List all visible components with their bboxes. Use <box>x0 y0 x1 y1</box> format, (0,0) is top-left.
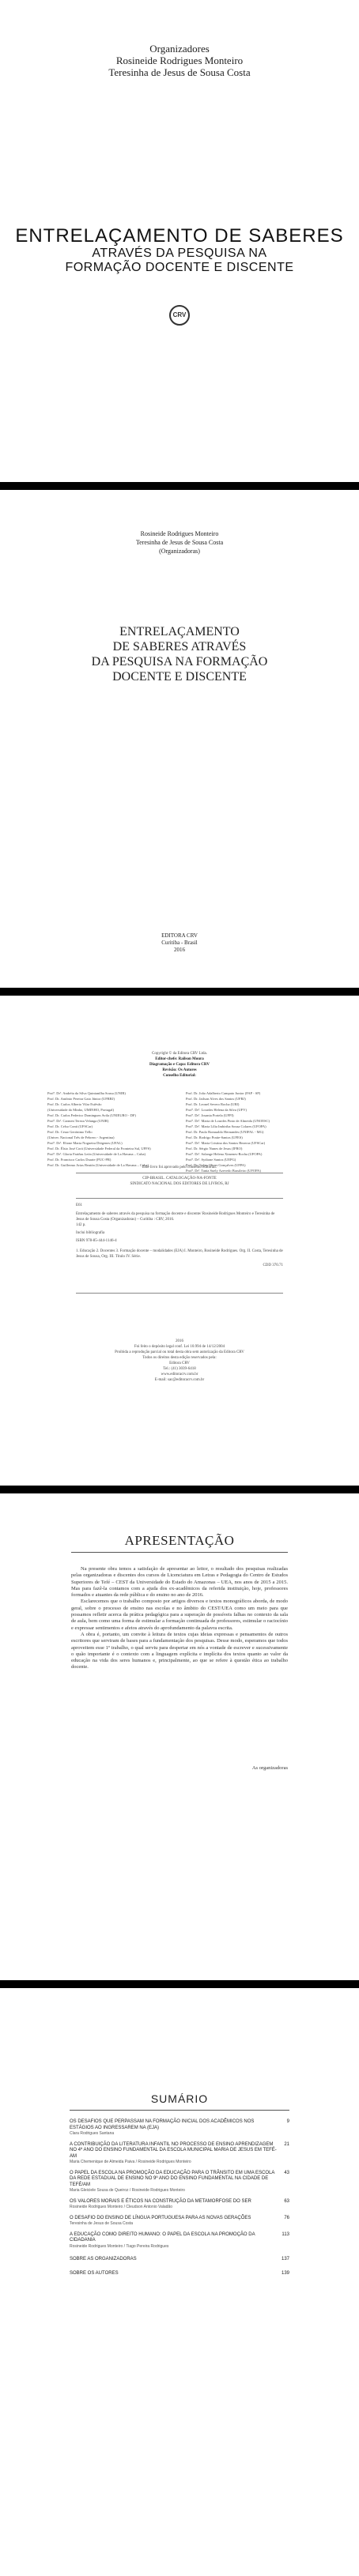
board-member: Prof. Dr. Francisco Carlos Duarte (PUC-PR) <box>47 1158 111 1162</box>
board-member: Profª. Drª. Sydione Santos (UEPG) <box>186 1158 236 1162</box>
toc-list <box>70 2119 289 2282</box>
copyright-footer <box>0 1339 359 1383</box>
title-page <box>0 490 359 988</box>
publisher-name: EDITORA CRV <box>161 932 198 939</box>
cover-title-line-3: FORMAÇÃO DOCENTE E DISCENTE <box>65 261 294 274</box>
title-page-title <box>0 624 359 684</box>
editorial-board <box>47 1090 316 1173</box>
board-member: Prof. Dr. Jailson Alves dos Santos (UFRJ) <box>186 1097 246 1101</box>
board-member: Profª. Drª. Tania Suely Azevedo Brasileiro (UFOPA) <box>186 1169 261 1173</box>
board-member: Prof. Dr. João Adalberto Campato Junior (FAP - SP) <box>186 1091 261 1095</box>
cip-line-2: SINDICATO NACIONAL DOS EDITORES DE LIVROS, RJ <box>130 1182 229 1186</box>
board-member: Profª. Drª. Gloria Fariñas León (Universidade de La Havana – Cuba) <box>47 1152 145 1156</box>
toc-item-title: OS VALORES MORAIS E ÉTICOS NA CONSTRUÇÃO DA METAMORFOSE DO SER <box>70 2198 251 2204</box>
toc-page <box>0 1988 359 2576</box>
toc-item-author: Rosineide Rodrigues Monteiro / Tiago Pereira Rodrigues <box>70 2243 169 2249</box>
title-authors <box>0 529 359 555</box>
review-credit: Revisão: Os Autores <box>162 1068 197 1072</box>
toc-item[interactable] <box>70 2171 289 2194</box>
board-member: Prof. Dr. Élsio José Corá (Universidade Federal da Fronteira Sul, UFFS) <box>47 1147 151 1151</box>
toc-item-author: Rosineide Rodrigues Monteiro / Cleudson Antonio Valadão <box>70 2205 172 2209</box>
organizer-2: Teresinha de Jesus de Sousa Costa <box>108 66 251 78</box>
cip-code: E61 <box>76 1203 83 1207</box>
layout-credit: Diagramação e Capa: Editora CRV <box>149 1063 210 1067</box>
cover-title <box>0 226 359 275</box>
board-member: Profª. Drª. Maria Cristina dos Santos Bezerra (UFSCar) <box>186 1141 266 1145</box>
toc-item-title: OS DESAFIOS QUE PERPASSAM NA FORMAÇÃO INICIAL DOS ACADÊMICOS NOS ESTÁGIOS AO INGRESSAREM NA (EJA) <box>70 2119 255 2130</box>
toc-item-author: Teresinha de Jesus de Sousa Costa <box>70 2221 134 2226</box>
board-member: Prof. Dr. Tadeu Oliver Gonçalves (UFPA) <box>186 1163 246 1167</box>
cover-title-line-2: ATRAVÉS DA PESQUISA NA <box>92 247 267 260</box>
cover-page <box>0 0 359 482</box>
toc-page-number: 63 <box>284 2198 289 2204</box>
board-member: Profª. Drª. Maria de Lourdes Pinto de Almeida (UNOESC) <box>186 1119 270 1123</box>
foot-line-3: Todos os direitos desta edição reservados pela: <box>142 1356 217 1360</box>
toc-item-title: O DESAFIO DO ENSINO DE LÍNGUA PORTUGUESA PARA AS NOVAS GERAÇÕES <box>70 2215 251 2220</box>
page-separator <box>0 482 359 490</box>
title-rule <box>71 1552 288 1553</box>
board-member: Prof. Dr. Cesar Gerónimo Tello <box>47 1130 93 1134</box>
publish-year: 2016 <box>174 947 185 953</box>
cip-isbn: ISBN 978-85-444-1146-4 <box>76 1239 117 1243</box>
toc-page-number: 113 <box>282 2231 289 2237</box>
toc-item[interactable] <box>70 2199 289 2210</box>
board-member: Prof. Dr. Sérgio Nunes de Jesus (IFRO) <box>186 1147 243 1151</box>
cip-subjects: 1. Educação 2. Docentes 3. Formação docente – modalidades (EJA) I. Monteiro, Rosineide Rodrigues. Org. II. Costa, Teresinha de Jesus de Sousa, Org. III. Título IV. Série. <box>76 1249 283 1259</box>
toc-item-author: Maria Gleiciele Sousa de Queiroz / Rosineide Rodrigues Monteiro <box>70 2188 185 2193</box>
board-member: Prof. Dr. Leonel Severo Rocha (URI) <box>186 1102 240 1106</box>
board-member: Prof. Dr. Antônio Pereira Gaio Júnior (UFRRJ) <box>47 1097 115 1101</box>
toc-item-author: Maria Chemenique de Almeida Paiva / Rosineide Rodrigues Monteiro <box>70 2160 191 2164</box>
author-2: Teresinha de Jesus de Sousa Costa <box>135 539 224 546</box>
title-publisher <box>0 932 359 954</box>
toc-item-author: Clara Rodrigues Santana <box>70 2131 115 2136</box>
board-member: Prof. Dr. Rodrigo Pratte-Santos (UFES) <box>186 1135 243 1139</box>
board-member: Profª. Drª. Lourdes Helena da Silva (UFV) <box>186 1108 247 1112</box>
foot-line-1: Foi feito o depósito legal conf. Lei 10.994 de 14/12/2004 <box>134 1345 225 1349</box>
toc-item[interactable] <box>70 2142 289 2165</box>
toc-item[interactable] <box>70 2257 289 2263</box>
cover-title-main: ENTRELAÇAMENTO DE SABERES <box>15 225 344 247</box>
page-separator <box>0 1486 359 1493</box>
page-separator <box>0 988 359 996</box>
publisher-city: Curitiba - Brasil <box>161 940 198 946</box>
foot-line-2: Proibida a reprodução parcial ou total desta obra sem autorização da Editora CRV <box>115 1350 244 1354</box>
board-member: Profª. Drª. Carmen Tereza Velanga (UNIR) <box>47 1119 109 1123</box>
board-member: Profª. Drª. Maria Lília Imbiriba Sousa Colares (UFOPA) <box>186 1124 266 1128</box>
foot-year: 2016 <box>176 1339 183 1343</box>
cip-line-1: CIP-BRASIL. CATALOGAÇÃO-NA-FONTE <box>142 1177 217 1181</box>
board-member: Profª. Drª. Josania Portela (UFPI) <box>186 1113 234 1117</box>
board-member: (Universidade do Minho, UMINHO, Portugal) <box>47 1108 114 1112</box>
cip-cdd: CDD 370.71 <box>263 1264 283 1267</box>
editor-chief: Editor-chefe: Railson Moura <box>155 1057 204 1061</box>
copyright-header <box>0 1051 359 1079</box>
toc-item-title: A CONTRIBUIÇÃO DA LITERATURA INFANTIL NO PROCESSO DE ENSINO APRENDIZAGEM NO 4º ANO DO ENSINO FUNDAMENTAL DA ESCOLA MUNICIPAL MARIA DE JESUS EM TEFÉ-AM <box>70 2141 277 2159</box>
page-separator <box>0 1980 359 1988</box>
divider <box>76 1293 283 1294</box>
paragraph: Na presente obra temos a satisfação de apresentar ao leitor, o resultado dos pesquisas realizadas pelas organizadoras e discentes dos cursos de Licenciatura em Letras e Pedagogia do Centro de Estudos Superiores de Tefé – CEST da Universidade do Estado do Amazonas – UEA, nos anos de 2015 a 2015. Mas para fazê-la contamos com a ajuda dos ex-acadêmicos da referida instituição, hoje, professores formados e atuantes da rede pública e do ensino no ano de 2016. <box>71 1566 288 1599</box>
cip-bib: Inclui bibliografia <box>76 1231 105 1235</box>
foot-website: www.editoracrv.com.br <box>161 1373 198 1377</box>
copyright-page <box>0 996 359 1486</box>
toc-item[interactable] <box>70 2271 289 2277</box>
cip-entry: Entrelaçamento de saberes através da pesquisa na formação docente e discente/ Rosineide Rodrigues Monteiro e Teresinha de Jesus de Sousa Costa (Organizadoras) – Curitiba : CRV, 2016. <box>76 1212 275 1222</box>
board-member: Prof. Dr. Celso Conti (UFSCar) <box>47 1124 93 1128</box>
toc-item-title: O PAPEL DA ESCOLA NA PROMOÇÃO DA EDUCAÇÃO PARA O TRÂNSITO EM UMA ESCOLA DA REDE ESTADUAL DE ENSINO NO 9º ANO DO ENSINO FUNDAMENTAL NA CIDADE DE TEFÉ/AM <box>70 2170 275 2187</box>
board-left-column <box>47 1090 178 1173</box>
presentation-title: APRESENTAÇÃO <box>124 1533 235 1548</box>
board-member: Prof. Dr. Guillermo Arias Beatón (Universidade de La Havana – Cuba) <box>47 1163 149 1167</box>
board-member: Prof. Dr. Carlos Alberto Vilar Estêvão <box>47 1102 102 1106</box>
toc-item[interactable] <box>70 2232 289 2250</box>
board-label: Conselho Editorial: <box>163 1074 196 1078</box>
board-member: Prof. Dr. Paulo Romualdo Hernandes (UNIFAL - MG) <box>186 1130 264 1134</box>
toc-page-number: 137 <box>281 2257 289 2262</box>
toc-title: SUMÁRIO <box>150 2092 209 2105</box>
toc-page-number: 76 <box>284 2215 289 2220</box>
author-role: (Organizadoras) <box>159 548 200 555</box>
organizer-1: Rosineide Rodrigues Monteiro <box>115 55 244 66</box>
author-1: Rosineide Rodrigues Monteiro <box>140 530 219 537</box>
toc-item[interactable] <box>70 2119 289 2137</box>
title-line-1: ENTRELAÇAMENTO <box>119 625 240 638</box>
title-rule <box>70 2110 289 2111</box>
title-line-4: DOCENTE E DISCENTE <box>112 670 247 684</box>
board-right-column <box>186 1090 316 1173</box>
presentation-page <box>0 1493 359 1980</box>
review-note: Este livro foi aprovado pelo conselho editorial. <box>142 1166 217 1169</box>
foot-phone: Tel.: (41) 3039-6418 <box>163 1367 196 1371</box>
cip-header <box>0 1176 359 1187</box>
presentation-signature: As organizadoras <box>251 1765 288 1771</box>
paragraph: A obra é, portanto, um convite à leitura de textos cujas ideias expressas e pensamentos de outros escritores que serviram de bases para a fundamentação dos pesquisas. Desse modo, esperamos que todos aproveitem esse 1º trabalho, o qual serviu para despertar em nós a vontade de escrever e sucessivamente o quão importante é o contexto com a linguagem explícita e implícita dos textos quanto ao valor da educação na vida dos seres humanos e, principalmente, ao que se refere à questão ética ao trabalho docente. <box>71 1631 288 1670</box>
cip-pages: 142 p. <box>76 1223 86 1227</box>
cover-organizers <box>0 43 359 78</box>
toc-page-number: 9 <box>286 2119 289 2124</box>
divider <box>76 1198 283 1199</box>
board-member: Prof. Dr. Carlos Federico Dominguez Avila (UNIEURO - DF) <box>47 1113 136 1117</box>
toc-item[interactable] <box>70 2216 289 2227</box>
foot-line-4: Editora CRV <box>169 1361 190 1365</box>
toc-page-number: 43 <box>284 2170 289 2175</box>
board-member: Profª. Drª. Elione Maria Nogueira Diógenes (UFAL) <box>47 1141 123 1145</box>
toc-item-title: SOBRE AS ORGANIZADORAS <box>70 2257 137 2262</box>
publisher-logo: CRV <box>169 305 190 326</box>
copyright-line: Copyright © da Editora CRV Ltda. <box>152 1052 207 1056</box>
title-line-3: DA PESQUISA NA FORMAÇÃO <box>91 655 268 668</box>
cip-record <box>76 1203 283 1268</box>
organizers-label: Organizadores <box>149 43 210 55</box>
board-member: (Univer. Nacional Três de Febrero - Argentina) <box>47 1135 115 1139</box>
toc-item-title: A EDUCAÇÃO COMO DIREITO HUMANO: O PAPEL DA ESCOLA NA PROMOÇÃO DA CIDADANIA <box>70 2231 255 2243</box>
foot-email: E-mail: sac@editoracrv.com.br <box>154 1378 205 1382</box>
toc-page-number: 21 <box>284 2141 289 2147</box>
board-member: Profª. Drª. Andréia da Silva Quintanilha Sousa (UNIR) <box>47 1091 126 1095</box>
title-line-2: DE SABERES ATRAVÉS <box>112 640 247 653</box>
presentation-body <box>71 1566 288 1671</box>
board-member: Profª. Drª. Solange Helena Ximenes-Rocha (UFOPA) <box>186 1152 263 1156</box>
toc-item-title: SOBRE OS AUTORES <box>70 2270 119 2276</box>
paragraph: Esclarecemos que o trabalho composto por artigos diversos e textos monográficos aborda, de modo geral, sobre o processo de ensino nas escolas e no âmbito do CEST/UEA como um meio para que possamos refletir acerca da prática pedagógica para a superação de possíveis falhas no contexto da sala de aula, bem como uma forma de estimular a formação continuada de professores, estimular o raciocínio e expressar sentimentos e afetos através do aprofundamento da palavra escrita. <box>71 1599 288 1631</box>
toc-page-number: 139 <box>281 2270 289 2276</box>
